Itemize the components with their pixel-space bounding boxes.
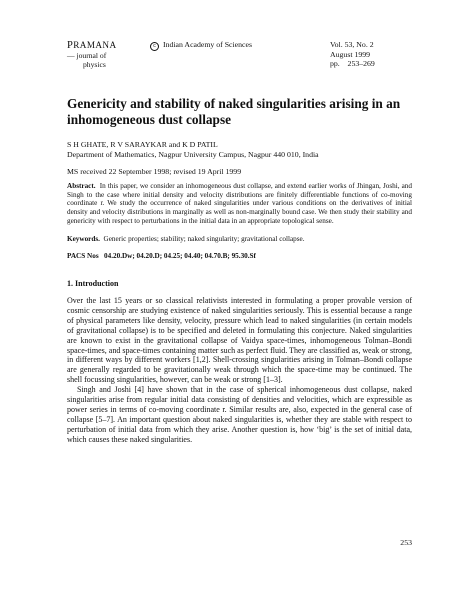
- keywords: [67, 235, 412, 244]
- journal-subtitle: — journal of: [67, 51, 107, 60]
- keywords-text: Generic properties; stability; naked singularity; gravitational collapse.: [103, 235, 305, 243]
- paper-title: Genericity and stability of naked singularities arising in an inhomogeneous dust collapse: [67, 96, 401, 127]
- pacs-numbers: [67, 252, 412, 261]
- paragraph: Over the last 15 years or so classical relativists interested in formulating a proper provable version of cosmic censorship are studying existence of naked singularities seriously. This is essential because a range of physical parameters like density, velocity, pressure which lead to naked singularities (in certain models of gravitational collapse) is to be specified and deleted in formulating this conjecture. Naked singularities are known to exist in the gravitational collapse of Vaidya space-times, inhomogeneous Tolman–Bondi space-times, and space-times containing matter such as perfect fluid. They are classified as, weak or strong, in different ways by different workers [1,2]. Shell-crossing singularities arising in Tolman–Bondi collapse are generally regarded to be gravitationally weak through which the space-time may be continued. The shell focussing singularities, however, can be weak or strong [1–3].: [67, 296, 412, 385]
- volume-number: Vol. 53, No. 2: [330, 40, 374, 49]
- abstract-text: In this paper, we consider an inhomogeneous dust collapse, and extend earlier works of Jhingan, Joshi, and Singh to the case where initial density and velocity distributions are finitely differentiable functions of co-moving coordinate r. We study the occurrence of naked singularities under various conditions on the derivatives of initial density and velocity distributions in marginally as well as non-marginally bound case. We then study their stability and genericity with respect to perturbations in the initial data in an appropriate topological sense.: [67, 182, 412, 225]
- journal-subject: physics: [83, 60, 106, 69]
- pacs-label: PACS Nos: [67, 252, 99, 260]
- manuscript-dates: MS received 22 September 1998; revised 19 April 1999: [67, 167, 242, 176]
- journal-name: PRAMANA: [67, 40, 117, 51]
- author-names: S H GHATE, R V SARAYKAR and K D PATIL: [67, 140, 218, 149]
- page-range: pp. 253–269: [330, 59, 375, 68]
- publisher-line: [150, 40, 320, 51]
- volume-info: [330, 40, 420, 69]
- author-block: [67, 140, 412, 159]
- section-heading: 1. Introduction: [67, 279, 119, 288]
- copyright-icon: c: [150, 42, 159, 51]
- affiliation: Department of Mathematics, Nagpur University Campus, Nagpur 440 010, India: [67, 149, 319, 159]
- page-number: 253: [400, 538, 412, 547]
- issue-date: August 1999: [330, 49, 371, 59]
- abstract-label: Abstract.: [67, 182, 96, 190]
- paragraph: Singh and Joshi [4] have shown that in the case of spherical inhomogeneous dust collapse, naked singularities arise from regular initial data consisting of densities and velocities, which are expressible as power series in terms of co-moving coordinate r. Similar results are, also, expected in the general case of collapse [5–7]. An important question about naked singularities is, whether they are stable with respect to perturbation of initial data from which they arise. Another question is, how ‘big’ is the set of initial data, which causes these naked singularities.: [67, 385, 412, 444]
- abstract: [67, 182, 412, 226]
- pacs-codes: 04.20.Dw; 04.20.D; 04.25; 04.40; 04.70.B; 95.30.Sf: [104, 252, 256, 260]
- section-body: [67, 296, 412, 445]
- keywords-label: Keywords.: [67, 235, 100, 243]
- publisher-name: Indian Academy of Sciences: [163, 40, 252, 49]
